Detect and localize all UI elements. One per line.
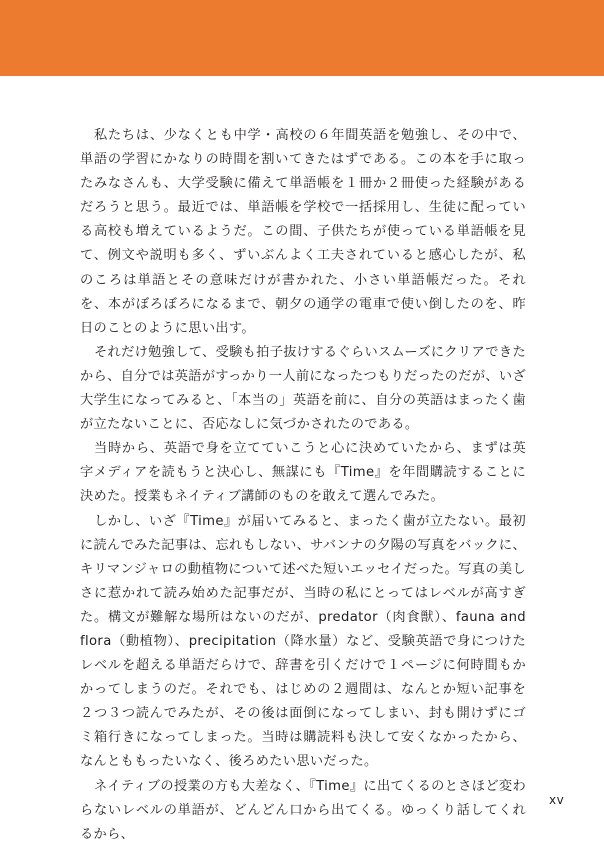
- paragraph: しかし、いざ『Time』が届いてみると、まったく歯が立たない。最初に読んでみた記事は、忘れもしない、サバンナの夕陽の写真をバックに、キリマンジャロの動植物について述べた短いエッセイだった。写真の美しさに惹かれて読み始めた記事だが、当時の私にとってはレベルが高すぎた。構文が難解な場所はないのだが、predator（肉食獣）、fauna and flora（動植物）、precipitation（降水量）など、受験英語で身につけたレベルを超える単語だらけで、辞書を引くだけで１ページに何時間もかかってしまうのだ。それでも、はじめの２週間は、なんとか短い記事を２つ３つ読んでみたが、その後は面倒になってしまい、封も開けずにゴミ箱行きになってしまった。当時は購読料も決して安くなかったから、なんとももったいなく、後ろめたい思いだった。: [80, 513, 526, 770]
- header-color-band: [0, 0, 604, 76]
- paragraph: ネイティブの授業の方も大差なく、『Time』に出てくるのとさほど変わらないレベルの単語が、どんどん口から出てくる。ゆっくり話してくれるから、: [80, 778, 526, 842]
- paragraph: それだけ勉強して、受験も拍子抜けするぐらいスムーズにクリアできたから、自分では英語がすっかり一人前になったつもりだったのだが、いざ大学生になってみると、「本当の」英語を前に、自分の英語はまったく歯が立たないことに、否応なしに気づかされたのである。: [80, 344, 527, 433]
- paragraph: 当時から、英語で身を立てていこうと心に決めていたから、まずは英字メディアを読もうと決心し、無謀にも『Time』を年間購読することに決めた。授業もネイティブ講師のものを敢えて選んでみた。: [80, 441, 526, 505]
- page-number: xv: [549, 793, 565, 807]
- paragraph: 私たちは、少なくとも中学・高校の６年間英語を勉強し、その中で、単語の学習にかなりの時間を割いてきたはずである。この本を手に取ったみなさんも、大学受験に備えて単語帳を１冊か２冊使った経験があるだろうと思う。最近では、単語帳を学校で一括採用し、生徒に配っている高校も増えているようだ。この間、子供たちが使っている単語帳を見て、例文や説明も多く、ずいぶんよく工夫されていると感心したが、私のころは単語とその意味だけが書かれた、小さい単語帳だった。それを、本がぼろぼろになるまで、朝夕の通学の電車で使い倒したのを、昨日のことのように思い出す。: [80, 128, 526, 336]
- body-text: [80, 124, 526, 847]
